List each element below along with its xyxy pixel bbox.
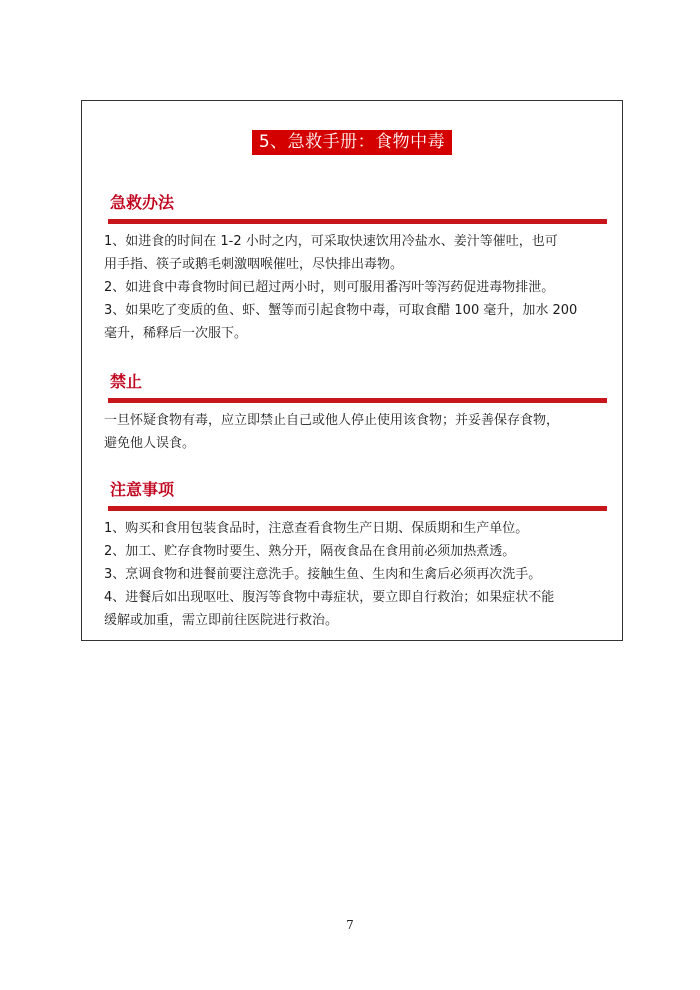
section-precautions (104, 479, 596, 632)
body-line: 4、进餐后如出现呕吐、腹泻等食物中毒症状，要立即自行救治；如果症状不能 (104, 590, 555, 605)
body-line: 用手指、筷子或鹅毛刺激咽喉催吐，尽快排出毒物。 (104, 257, 404, 272)
section-rule (108, 219, 607, 224)
section-body (104, 409, 610, 455)
title-wrap (82, 130, 622, 155)
body-line: 1、购买和食用包装食品时，注意查看食物生产日期、保质期和生产单位。 (104, 521, 529, 536)
body-line: 2、如进食中毒食物时间已超过两小时，则可服用番泻叶等泻药促进毒物排泄。 (104, 280, 555, 295)
section-rule (108, 398, 607, 403)
section-body (104, 517, 610, 632)
body-line: 2、加工、贮存食物时要生、熟分开，隔夜食品在食用前必须加热煮透。 (104, 544, 516, 559)
section-heading: 禁止 (110, 372, 143, 391)
body-line: 3、烹调食物和进餐前要注意洗手。接触生鱼、生肉和生禽后必须再次洗手。 (104, 567, 542, 582)
content-box (81, 100, 623, 641)
body-line: 缓解或加重，需立即前往医院进行救治。 (104, 613, 339, 628)
section-body (104, 230, 610, 345)
section-first-aid (104, 192, 596, 345)
body-line: 一旦怀疑食物有毒，应立即禁止自己或他人停止使用该食物；并妥善保存食物， (104, 413, 560, 428)
page-title: 5、急救手册：食物中毒 (252, 130, 452, 155)
body-line: 3、如果吃了变质的鱼、虾、蟹等而引起食物中毒，可取食醋 100 毫升，加水 200 (104, 303, 578, 318)
section-rule (108, 506, 607, 511)
section-heading: 注意事项 (110, 480, 175, 499)
body-line: 避免他人误食。 (104, 436, 196, 451)
section-prohibited (104, 371, 596, 455)
body-line: 1、如进食的时间在 1-2 小时之内，可采取快速饮用冷盐水、姜汁等催吐，也可 (104, 234, 558, 249)
body-line: 毫升，稀释后一次服下。 (104, 326, 248, 341)
page-number: 7 (346, 918, 354, 932)
section-heading: 急救办法 (110, 193, 175, 212)
